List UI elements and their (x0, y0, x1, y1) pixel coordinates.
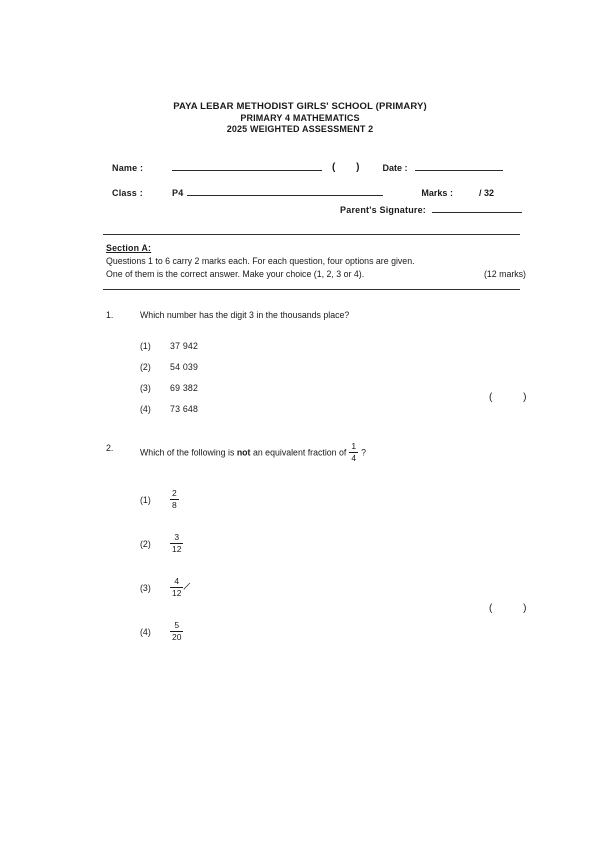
level-subject: PRIMARY 4 MATHEMATICS (240, 112, 360, 123)
option-fraction (170, 489, 179, 509)
question-2-options (140, 478, 526, 654)
handwritten-tick-mark: ∕ (185, 580, 190, 593)
question-2-answer-bracket[interactable]: ( ) (489, 603, 541, 614)
option-label: (3) (140, 382, 151, 393)
option-label: (1) (140, 340, 151, 351)
option-item[interactable] (140, 356, 526, 377)
option-fraction-denominator: 12 (172, 587, 182, 598)
name-label: Name : (112, 163, 144, 173)
name-input-line[interactable] (172, 170, 322, 171)
question-1-options (140, 335, 526, 419)
index-number-brackets[interactable]: ( ) (332, 162, 369, 173)
option-label: (3) (140, 583, 151, 593)
parent-signature-label: Parent's Signature: (340, 205, 426, 215)
section-a-instruction-line-1: Questions 1 to 6 carry 2 marks each. For each question, four options are given. (106, 256, 415, 267)
date-input-line[interactable] (415, 170, 503, 171)
option-value: 37 942 (170, 340, 199, 351)
marks-label: Marks : (421, 188, 453, 198)
question-1 (106, 310, 526, 419)
section-a-marks-note: (12 marks) (483, 269, 526, 280)
option-fraction-numerator: 4 (174, 576, 180, 586)
question-1-answer-bracket[interactable]: ( ) (489, 392, 541, 403)
question-2-text-after: ? (361, 447, 367, 458)
class-label: Class : (112, 188, 143, 198)
section-a-instruction-line-2-wrap (106, 268, 526, 281)
divider-below-section-a (103, 289, 520, 290)
question-1-text: Which number has the digit 3 in the thousands place? (140, 310, 350, 320)
stem-fraction-numerator: 1 (351, 441, 357, 451)
question-1-head (106, 310, 526, 320)
question-2-text-middle: an equivalent fraction of (252, 447, 347, 458)
name-row (112, 148, 522, 173)
question-2-number: 2. (106, 443, 114, 453)
question-2-head (106, 443, 526, 463)
exam-header (0, 101, 600, 136)
option-label: (4) (140, 403, 151, 414)
option-fraction (170, 533, 183, 553)
question-2-text (140, 443, 526, 463)
option-fraction-numerator: 5 (174, 620, 180, 630)
option-fraction-denominator: 20 (172, 631, 182, 642)
option-fraction-denominator: 8 (172, 499, 177, 510)
section-a-instruction-line-2: One of them is the correct answer. Make your choice (1, 2, 3 or 4). (106, 269, 365, 280)
class-row (112, 173, 522, 198)
school-name: PAYA LEBAR METHODIST GIRLS' SCHOOL (PRIMARY) (173, 101, 427, 112)
option-value: 54 039 (170, 361, 199, 372)
option-label: (2) (140, 539, 151, 549)
option-item[interactable] (140, 522, 526, 566)
option-value: 69 382 (170, 382, 199, 393)
assessment-title: 2025 WEIGHTED ASSESSMENT 2 (226, 124, 374, 135)
option-value: 73 648 (170, 403, 199, 414)
parent-signature-line[interactable] (432, 212, 522, 213)
option-fraction-numerator: 3 (174, 532, 180, 542)
parent-signature-row (112, 205, 522, 215)
stem-fraction-denominator: 4 (351, 452, 357, 463)
student-particulars (112, 148, 522, 198)
option-label: (1) (140, 495, 151, 505)
question-1-number: 1. (106, 310, 114, 320)
question-2 (106, 443, 526, 654)
option-item[interactable] (140, 377, 526, 398)
section-a-title: Section A: (106, 243, 152, 253)
date-label: Date : (382, 163, 408, 173)
class-value: P4 (172, 188, 184, 198)
option-fraction-denominator: 12 (172, 543, 182, 554)
option-item[interactable] (140, 478, 526, 522)
option-label: (2) (140, 361, 151, 372)
divider-above-section-a (103, 234, 520, 235)
option-item[interactable] (140, 610, 526, 654)
class-input-line[interactable] (187, 195, 383, 196)
option-item[interactable] (140, 335, 526, 356)
option-fraction (170, 621, 183, 641)
question-2-text-before: Which of the following is (140, 447, 237, 458)
marks-total: / 32 (478, 188, 494, 198)
question-2-emphasis: not (236, 447, 251, 458)
option-fraction (170, 577, 183, 597)
option-item[interactable] (140, 566, 526, 610)
option-label: (4) (140, 627, 151, 637)
option-fraction-numerator: 2 (172, 488, 177, 498)
option-item[interactable] (140, 398, 526, 419)
section-a-block (106, 242, 526, 282)
stem-fraction (349, 442, 358, 462)
